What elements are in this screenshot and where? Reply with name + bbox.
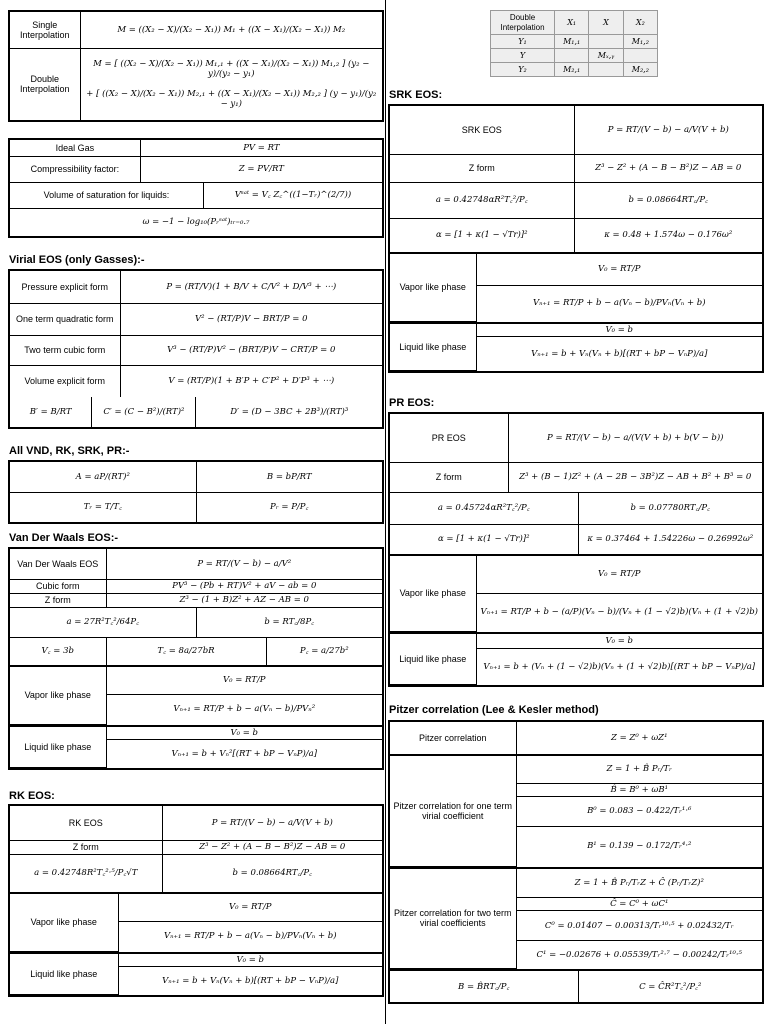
rk-b-formula: b = 0.08664RT꜀/P꜀ bbox=[232, 868, 312, 879]
pr-liquid-iteration: Vₙ₊₁ = b + (Vₙ + (1 − √2)b)(Vₙ + (1 + √2)b)[(RT + bP − VₙP)/a] bbox=[483, 661, 756, 672]
column-divider bbox=[385, 0, 386, 1024]
saturation-formula: Vˢᵃᵗ = V꜀ Z꜀^((1−Tᵣ)^(2/7)) bbox=[203, 182, 382, 208]
pitzer-two-term-chat: Ĉ = C⁰ + ωC¹ bbox=[516, 898, 762, 911]
double-interp-line-1: M = [ ((X₂ − X)/(X₂ − X₁)) M₁,₁ + ((X − X₁)/(X₂ − X₁)) M₁,₂ ] (y₂ − y)/(y₂ − y₁) bbox=[93, 59, 370, 80]
c-prime-formula: C′ = (C − B²)/(RT)² bbox=[92, 397, 196, 427]
srk-heading: SRK EOS: bbox=[389, 89, 443, 101]
pr-vapor-label: Vapor like phase bbox=[390, 555, 476, 631]
double-interp-label: Double Interpolation bbox=[10, 48, 80, 120]
interp-grid-cell: Y₁ bbox=[491, 35, 555, 49]
srk-a-formula: a = 0.42748αR²T꜀²/P꜀ bbox=[390, 182, 574, 218]
ideal-gas-box bbox=[8, 138, 384, 238]
srk-z-formula: Z³ − Z² + (A − B − B²)Z − AB = 0 bbox=[574, 154, 762, 182]
pr-eos-label: PR EOS bbox=[390, 414, 508, 462]
srk-liquid-label: Liquid like phase bbox=[390, 323, 476, 371]
vdw-eos-label: Van Der Waals EOS bbox=[10, 549, 106, 579]
vdw-cubic-formula: PV³ − (Pb + RT)V² + aV − ab = 0 bbox=[106, 579, 382, 593]
virial-box bbox=[8, 269, 384, 429]
pr-eos-formula: P = RT/(V − b) − a/(V(V + b) + b(V − b)) bbox=[508, 414, 762, 462]
pr-liquid-label: Liquid like phase bbox=[390, 633, 476, 685]
pr-b-formula: b = 0.07780RT꜀/P꜀ bbox=[578, 492, 762, 524]
pr-vapor-iteration: Vₙ₊₁ = RT/P + b − (a/P)(Vₙ − b)/(Vₙ + (1 − √2)b)(Vₙ + (1 + √2)b) bbox=[480, 607, 758, 618]
interp-grid bbox=[490, 10, 658, 77]
srk-z-label: Z form bbox=[390, 154, 574, 182]
pitzer-corr-formula: Z = Z⁰ + ωZ¹ bbox=[610, 733, 668, 743]
vdw-vapor-initial: V₀ = RT/P bbox=[106, 666, 382, 694]
pitzer-two-term-c1: C¹ = −0.02676 + 0.05539/Tᵣ²·⁷ − 0.00242/Tᵣ¹⁰·⁵ bbox=[536, 949, 742, 960]
vdw-z-formula: Z³ − (1 + B)Z² + AZ − AB = 0 bbox=[106, 593, 382, 607]
vdw-liquid-iteration: Vₙ₊₁ = b + Vₙ²[(RT + bP − VₙP)/a] bbox=[171, 748, 318, 759]
a-dimensionless-formula: A = aP/(RT)² bbox=[10, 462, 196, 492]
pr-vapor-initial: V₀ = RT/P bbox=[476, 555, 762, 593]
rk-z-label: Z form bbox=[10, 840, 162, 854]
pr-kappa-formula: κ = 0.37464 + 1.54226ω − 0.26992ω² bbox=[587, 534, 754, 545]
vdw-b-formula: b = RT꜀/8P꜀ bbox=[196, 607, 382, 637]
srk-alpha-formula: α = [1 + κ(1 − √Tr)]² bbox=[390, 218, 574, 252]
pitzer-box bbox=[388, 720, 764, 1004]
pitzer-corr-label: Pitzer correlation bbox=[390, 722, 516, 754]
interp-grid-cell: M₁,₂ bbox=[623, 35, 657, 49]
interp-grid-cell bbox=[589, 63, 623, 77]
b-dimensionless-formula: B = bP/RT bbox=[196, 462, 382, 492]
double-interp-formula bbox=[80, 48, 382, 120]
pitzer-two-term-label: Pitzer correlation for two term virial coefficients bbox=[390, 868, 516, 969]
virial-row-formula: V³ − (RT/P)V² − (BRT/P)V − CRT/P = 0 bbox=[120, 335, 382, 365]
srk-eos-formula: P = RT/(V − b) − a/V(V + b) bbox=[574, 106, 762, 154]
srk-b-formula: b = 0.08664RT꜀/P꜀ bbox=[574, 182, 762, 218]
pitzer-one-term-b0: B⁰ = 0.083 − 0.422/Tᵣ¹·⁶ bbox=[516, 796, 762, 826]
interp-grid-cell bbox=[623, 49, 657, 63]
virial-row-label: One term quadratic form bbox=[10, 303, 120, 335]
interp-grid-cell: Y bbox=[491, 49, 555, 63]
interp-grid-header: X bbox=[589, 11, 623, 35]
virial-heading: Virial EOS (only Gasses):- bbox=[9, 254, 145, 266]
pr-box bbox=[388, 412, 764, 687]
srk-vapor-initial: V₀ = RT/P bbox=[476, 253, 762, 285]
rk-a-formula: a = 0.42748R²T꜀²·⁵/P꜀√T bbox=[10, 854, 162, 892]
vdw-a-formula: a = 27R²T꜀²/64P꜀ bbox=[10, 607, 196, 637]
interp-grid-cell bbox=[589, 35, 623, 49]
rk-eos-label: RK EOS bbox=[10, 806, 162, 840]
pr-heading: PR EOS: bbox=[389, 397, 435, 409]
rk-heading: RK EOS: bbox=[9, 790, 55, 802]
interp-grid-header: X₁ bbox=[555, 11, 589, 35]
srk-box bbox=[388, 104, 764, 373]
d-prime-formula: D′ = (D − 3BC + 2B³)/(RT)³ bbox=[230, 407, 349, 417]
pitzer-one-term-bhat: B̂ = B⁰ + ωB¹ bbox=[516, 783, 762, 796]
pitzer-heading: Pitzer correlation (Lee & Kesler method) bbox=[389, 704, 599, 716]
vdw-liquid-label: Liquid like phase bbox=[10, 726, 106, 768]
vdw-heading: Van Der Waals EOS:- bbox=[9, 532, 119, 544]
compressibility-label: Compressibility factor: bbox=[10, 156, 140, 182]
all-eos-box bbox=[8, 460, 384, 524]
srk-liquid-iteration: Vₙ₊₁ = b + Vₙ(Vₙ + b)[(RT + bP − VₙP)/a] bbox=[531, 348, 708, 359]
srk-eos-label: SRK EOS bbox=[390, 106, 574, 154]
srk-liquid-initial: V₀ = b bbox=[476, 323, 762, 337]
vdw-vapor-iteration: Vₙ₊₁ = RT/P + b − a(Vₙ − b)/PVₙ² bbox=[173, 704, 316, 715]
virial-row-label: Pressure explicit form bbox=[10, 271, 120, 303]
rk-z-formula: Z³ − Z² + (A − B − B²)Z − AB = 0 bbox=[162, 840, 382, 854]
rk-vapor-iteration: Vₙ₊₁ = RT/P + b − a(Vₙ − b)/PVₙ(Vₙ + b) bbox=[163, 931, 337, 942]
acentric-formula: ω = −1 − log₁₀(Pᵣˢᵃᵗ)ₜᵣ₌₀.₇ bbox=[142, 217, 250, 228]
pitzer-two-term-c0: C⁰ = 0.01407 − 0.00313/Tᵣ¹⁰·⁵ + 0.02432/Tᵣ bbox=[516, 911, 762, 941]
single-interp-label: Single Interpolation bbox=[10, 12, 80, 48]
rk-vapor-initial: V₀ = RT/P bbox=[118, 893, 382, 921]
virial-row-formula: V² − (RT/P)V − BRT/P = 0 bbox=[120, 303, 382, 335]
pr-alpha-formula: α = [1 + κ(1 − √Tr)]² bbox=[390, 524, 578, 554]
virial-row-formula: P = (RT/V)(1 + B/V + C/V² + D/V³ + ⋯) bbox=[120, 271, 382, 303]
interp-grid-cell: Mₓ,ᵧ bbox=[589, 49, 623, 63]
pitzer-c-formula: C = ĈR²T꜀²/P꜀² bbox=[639, 981, 702, 992]
pitzer-one-term-b1: B¹ = 0.139 − 0.172/Tᵣ⁴·² bbox=[587, 841, 692, 852]
virial-row-label: Two term cubic form bbox=[10, 335, 120, 365]
pr-z-label: Z form bbox=[390, 462, 508, 492]
virial-row-formula: V = (RT/P)(1 + B′P + C′P² + D′P³ + ⋯) bbox=[168, 376, 335, 387]
vdw-vc-formula: V꜀ = 3b bbox=[10, 637, 106, 665]
reduced-temperature-formula: Tᵣ = T/T꜀ bbox=[10, 492, 196, 522]
pr-z-formula: Z³ + (B − 1)Z² + (A − 2B − 3B²)Z − AB + B² + B³ = 0 bbox=[508, 462, 762, 492]
double-interp-line-2: + [ ((X₂ − X)/(X₂ − X₁)) M₂,₁ + ((X − X₁)/(X₂ − X₁)) M₂,₂ ] (y − y₁)/(y₂ − y₁) bbox=[86, 89, 377, 110]
vdw-vapor-label: Vapor like phase bbox=[10, 666, 106, 724]
virial-row-label: Volume explicit form bbox=[10, 365, 120, 397]
interp-grid-header: Double Interpolation bbox=[491, 11, 555, 35]
srk-kappa-formula: κ = 0.48 + 1.574ω − 0.176ω² bbox=[604, 230, 733, 241]
vdw-eos-formula: P = RT/(V − b) − a/V² bbox=[106, 549, 382, 579]
interp-grid-header: X₂ bbox=[623, 11, 657, 35]
pitzer-one-term-label: Pitzer correlation for one term virial coefficient bbox=[390, 755, 516, 866]
vdw-z-label: Z form bbox=[10, 593, 106, 607]
interp-grid-cell: M₁,₁ bbox=[555, 35, 589, 49]
interp-grid-cell: M₂,₁ bbox=[555, 63, 589, 77]
interp-grid-cell: Y₂ bbox=[491, 63, 555, 77]
reduced-pressure-formula: Pᵣ = P/P꜀ bbox=[270, 502, 309, 513]
compressibility-formula: Z = PV/RT bbox=[140, 156, 382, 182]
all-eos-heading: All VND, RK, SRK, PR:- bbox=[9, 445, 130, 457]
pitzer-b-formula: B = B̂RT꜀/P꜀ bbox=[390, 970, 578, 1002]
pr-a-formula: a = 0.45724αR²T꜀²/P꜀ bbox=[390, 492, 578, 524]
vdw-box bbox=[8, 547, 384, 770]
rk-liquid-initial: V₀ = b bbox=[118, 953, 382, 967]
vdw-pc-formula: P꜀ = a/27b² bbox=[299, 646, 349, 657]
single-interp-formula: M = ((X₂ − X)/(X₂ − X₁)) M₁ + ((X − X₁)/(X₂ − X₁)) M₂ bbox=[80, 12, 382, 48]
rk-vapor-label: Vapor like phase bbox=[10, 893, 118, 951]
b-prime-formula: B′ = B/RT bbox=[10, 397, 92, 427]
vdw-tc-formula: T꜀ = 8a/27bR bbox=[106, 637, 266, 665]
vdw-cubic-label: Cubic form bbox=[10, 579, 106, 593]
rk-eos-formula: P = RT/(V − b) − a/V(V + b) bbox=[162, 806, 382, 840]
rk-liquid-label: Liquid like phase bbox=[10, 953, 118, 995]
rk-box bbox=[8, 804, 384, 997]
ideal-gas-label: Ideal Gas bbox=[10, 140, 140, 156]
ideal-gas-formula: PV = RT bbox=[140, 140, 382, 156]
interp-grid-cell bbox=[555, 49, 589, 63]
srk-vapor-label: Vapor like phase bbox=[390, 253, 476, 321]
interp-grid-cell: M₂,₂ bbox=[623, 63, 657, 77]
vdw-liquid-initial: V₀ = b bbox=[106, 726, 382, 740]
pitzer-two-term-z: Z = 1 + B̂ Pᵣ/TᵣZ + Ĉ (Pᵣ/TᵣZ)² bbox=[516, 868, 762, 898]
pitzer-one-term-z: Z = 1 + B̂ Pᵣ/Tᵣ bbox=[516, 755, 762, 783]
interpolation-box bbox=[8, 10, 384, 122]
pr-liquid-initial: V₀ = b bbox=[476, 633, 762, 649]
saturation-label: Volume of saturation for liquids: bbox=[10, 182, 203, 208]
rk-liquid-iteration: Vₙ₊₁ = b + Vₙ(Vₙ + b)[(RT + bP − VₙP)/a] bbox=[162, 975, 339, 986]
srk-vapor-iteration: Vₙ₊₁ = RT/P + b − a(Vₙ − b)/PVₙ(Vₙ + b) bbox=[532, 298, 706, 309]
